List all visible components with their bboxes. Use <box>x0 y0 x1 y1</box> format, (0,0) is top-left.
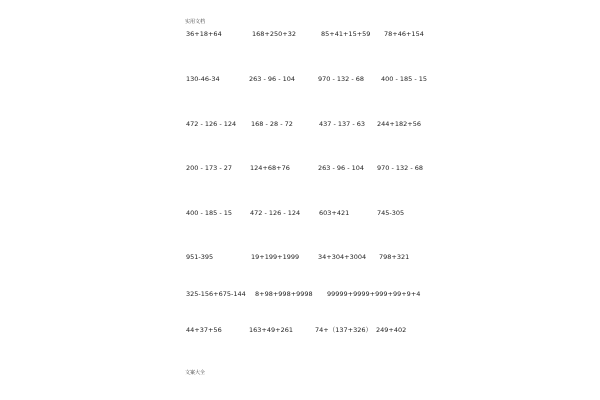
math-expression: 798+321 <box>379 253 410 261</box>
math-expression: 400 - 185 - 15 <box>381 75 428 83</box>
math-expression: 74+（137+326） <box>315 326 372 334</box>
footer-label: 文案大全 <box>185 370 206 376</box>
math-expression: 36+18+64 <box>186 30 222 38</box>
math-expression: 34+304+3004 <box>318 253 367 261</box>
header-label: 实用文档 <box>185 19 206 25</box>
math-expression: 168 - 28 - 72 <box>251 120 293 128</box>
math-expression: 263 - 96 - 104 <box>249 75 296 83</box>
math-expression: 200 - 173 - 27 <box>186 164 233 172</box>
math-expression: 970 - 132 - 68 <box>318 75 365 83</box>
math-expression: 124+68+76 <box>250 164 290 172</box>
math-expression: 970 - 132 - 68 <box>377 164 424 172</box>
math-expression: 603+421 <box>319 209 350 217</box>
expression-row <box>0 326 600 336</box>
expression-row <box>0 75 600 85</box>
expression-row <box>0 209 600 219</box>
math-expression: 44+37+56 <box>186 326 222 334</box>
expression-row <box>0 120 600 130</box>
expression-row <box>0 164 600 174</box>
expression-row <box>0 30 600 40</box>
math-expression: 472 - 126 - 124 <box>186 120 237 128</box>
math-expression: 85+41+15+59 <box>321 30 371 38</box>
math-expression: 249+402 <box>376 326 407 334</box>
expression-row <box>0 290 600 300</box>
math-expression: 244+182+56 <box>377 120 421 128</box>
math-expression: 163+49+261 <box>249 326 293 334</box>
math-expression: 8+98+998+9998 <box>255 290 313 298</box>
math-expression: 263 - 96 - 104 <box>318 164 365 172</box>
math-expression: 99999+9999+999+99+9+4 <box>327 290 421 298</box>
math-expression: 745-305 <box>377 209 405 217</box>
expression-row <box>0 253 600 263</box>
math-expression: 437 - 137 - 63 <box>319 120 366 128</box>
math-expression: 168+250+32 <box>252 30 296 38</box>
math-expression: 472 - 126 - 124 <box>250 209 301 217</box>
math-expression: 951-395 <box>186 253 214 261</box>
math-expression: 325-156+675-144 <box>186 290 246 298</box>
math-expression: 19+199+1999 <box>251 253 300 261</box>
math-expression: 400 - 185 - 15 <box>186 209 233 217</box>
math-expression: 130-46-34 <box>186 75 220 83</box>
math-expression: 78+46+154 <box>384 30 424 38</box>
